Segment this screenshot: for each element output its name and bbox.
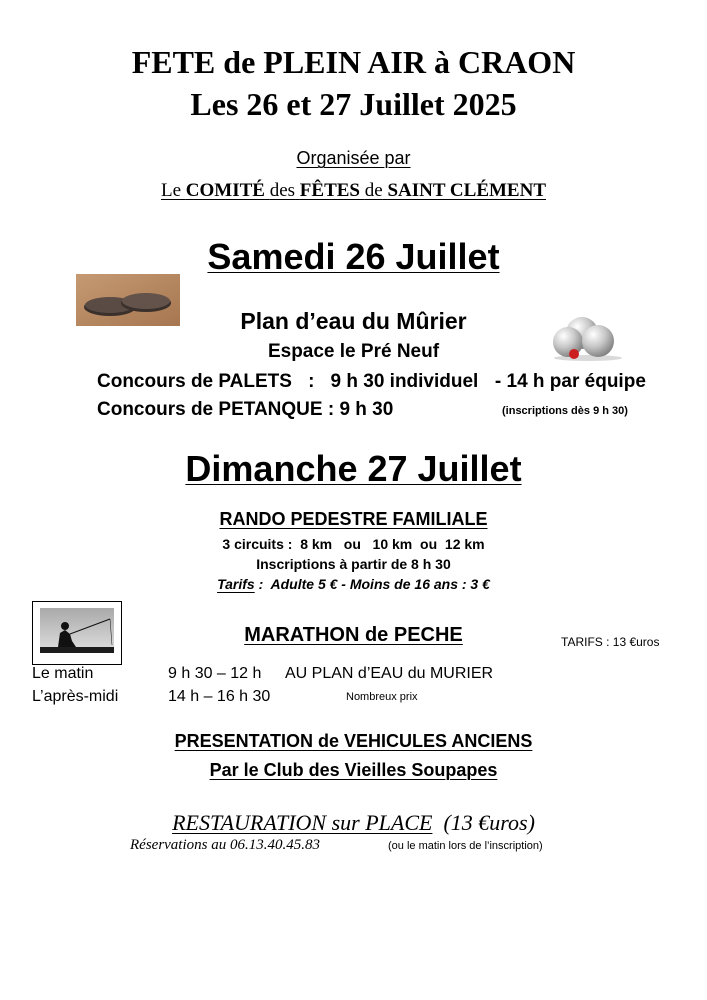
org-des: des: [269, 180, 296, 201]
sunday-heading: [0, 448, 707, 490]
sunday-heading-text: Dimanche 27 Juillet: [185, 448, 522, 489]
petanque-time: 9 h 30: [339, 399, 394, 420]
peche-tarifs: TARIFS : 13 €uros: [561, 635, 660, 649]
aprem-time: 14 h – 16 h 30: [168, 688, 271, 705]
reservations-note: (ou le matin lors de l’inscription): [388, 840, 543, 852]
saturday-venue: Plan d’eau du Mûrier: [240, 308, 467, 334]
org-fetes: FÊTES: [299, 180, 360, 201]
title-line-1: FETE de PLEIN AIR à CRAON: [131, 44, 576, 80]
palets-label: Concours de PALETS: [97, 371, 292, 392]
vehicles-line-2-text: Par le Club des Vieilles Soupapes: [209, 760, 498, 780]
palets-colon: :: [308, 371, 315, 392]
palets-row: [97, 371, 646, 393]
rando-title-text: RANDO PEDESTRE FAMILIALE: [219, 509, 488, 529]
org-de: de: [364, 180, 383, 201]
petanque-row: [97, 399, 393, 421]
reservations: Réservations au 06.13.40.45.83: [130, 837, 320, 853]
matin-label: Le matin: [32, 665, 94, 682]
organised-by: [0, 148, 707, 169]
organiser-line: [0, 180, 707, 202]
vehicles-line-1-text: PRESENTATION de VEHICULES ANCIENS: [174, 731, 533, 751]
saturday-space: Espace le Pré Neuf: [267, 341, 440, 362]
restauration-line: [0, 810, 707, 836]
petanque-label: Concours de PETANQUE :: [97, 399, 335, 420]
vehicles-line-1: [0, 731, 707, 752]
org-saint-clement: SAINT CLÉMENT: [387, 180, 546, 201]
palets-individual: 9 h 30 individuel: [330, 371, 479, 392]
rando-circuits-values: 8 km ou 10 km ou 12 km: [300, 536, 485, 552]
restauration-price: (13 €uros): [443, 810, 535, 835]
saturday-heading: [0, 236, 707, 278]
rando-circuits-label: 3 circuits :: [222, 536, 293, 552]
palets-team: - 14 h par équipe: [494, 371, 646, 392]
org-le: Le: [160, 180, 182, 201]
rando-tarifs-values: : Adulte 5 € - Moins de 16 ans : 3 €: [254, 576, 490, 592]
rando-title: [0, 509, 707, 530]
rando-inscriptions: Inscriptions à partir de 8 h 30: [256, 556, 451, 572]
restauration-title: RESTAURATION sur PLACE: [172, 810, 433, 835]
title-line-2: Les 26 et 27 Juillet 2025: [190, 86, 517, 122]
peche-title-text: MARATHON de PECHE: [244, 624, 463, 646]
organised-by-label: Organisée par: [296, 148, 411, 168]
saturday-heading-text: Samedi 26 Juillet: [207, 236, 500, 277]
prizes: Nombreux prix: [346, 691, 418, 703]
org-comite: COMITÉ: [185, 180, 265, 201]
matin-time: 9 h 30 – 12 h: [168, 665, 262, 682]
rando-tarifs-label: Tarifs: [217, 576, 255, 592]
vehicles-line-2: [0, 760, 707, 781]
aprem-label: L’après-midi: [32, 688, 119, 705]
matin-place: AU PLAN d’EAU du MURIER: [285, 665, 494, 682]
petanque-note: (inscriptions dès 9 h 30): [502, 405, 628, 417]
rando-tarifs: [0, 576, 707, 592]
rando-circuits: [0, 536, 707, 552]
petanque-balls: [548, 314, 628, 362]
